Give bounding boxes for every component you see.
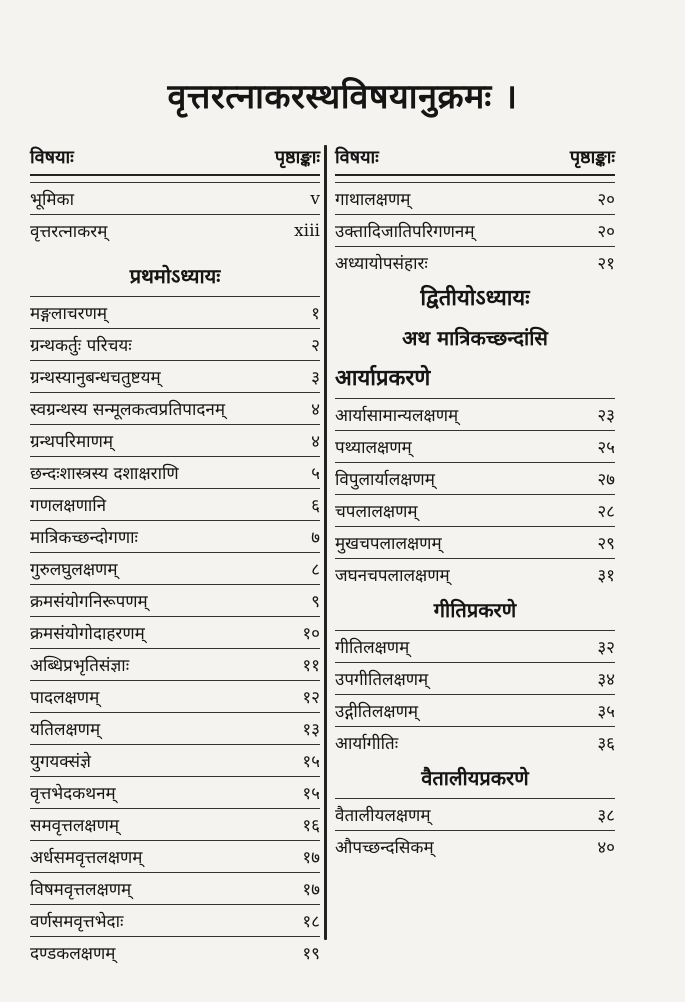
toc-row [335,526,615,558]
toc-entry-label: स्वग्रन्थस्य सन्मूलकत्वप्रतिपादनम् [30,400,225,420]
toc-entry-page: १५ [302,752,320,772]
chapter1-end-list [335,182,615,278]
toc-entry-label: उपगीतिलक्षणम् [335,670,429,690]
toc-row [30,712,320,744]
toc-entry-page: ३५ [597,702,615,722]
toc-entry-label: अध्यायोपसंहारः [335,254,428,274]
left-column [30,140,320,968]
column-header [335,140,615,174]
toc-row [335,630,615,662]
toc-row [30,360,320,392]
toc-row [30,872,320,904]
page-title: वृत्तरत्नाकरस्थविषयानुक्रमः । [167,77,518,117]
toc-entry-label: ग्रन्थस्यानुबन्धचतुष्टयम् [30,368,161,388]
toc-entry-label: औपच्छन्दसिकम् [335,838,434,858]
toc-row [30,616,320,648]
toc-entry-page: ३४ [597,670,615,690]
subject-header: विषयाः [30,147,74,168]
toc-entry-page: २९ [597,534,615,554]
toc-row [335,246,615,278]
vaitaliya-list [335,798,615,862]
toc-row [30,648,320,680]
toc-entry-page: ४ [311,400,320,420]
toc-entry-page: १२ [302,688,320,708]
toc-entry-label: विषमवृत्तलक्षणम् [30,880,132,900]
toc-row [335,830,615,862]
toc-entry-page: ४ [311,432,320,452]
toc-entry-label: दण्डकलक्षणम् [30,944,116,964]
toc-entry-label: उद्गीतिलक्षणम् [335,702,419,722]
toc-entry-label: गाथालक्षणम् [335,190,411,210]
toc-entry-page: ८ [311,560,320,580]
giti-list [335,630,615,758]
toc-entry-page: १८ [302,912,320,932]
toc-entry-label: युगयक्संज्ञे [30,752,91,772]
toc-entry-label: यतिलक्षणम् [30,720,101,740]
toc-row [30,214,320,246]
toc-entry-label: गणलक्षणानि [30,496,107,516]
toc-row [30,182,320,214]
toc-entry-page: ३२ [597,638,615,658]
toc-entry-page: १९ [302,944,320,964]
toc-entry-page: १५ [302,784,320,804]
toc-row [30,808,320,840]
toc-entry-label: मुखचपलालक्षणम् [335,534,442,554]
column-divider [324,145,327,940]
vaitaliya-heading: वैतालीयप्रकरणे [421,766,529,790]
toc-entry-page: ३६ [597,734,615,754]
toc-entry-label: विपुलार्यालक्षणम् [335,470,435,490]
toc-row [335,662,615,694]
toc-entry-page: २५ [597,438,615,458]
toc-row [30,904,320,936]
toc-entry-label: मात्रिकच्छन्दोगणाः [30,528,138,548]
intro-list [30,182,320,246]
toc-row [30,680,320,712]
toc-entry-label: पादलक्षणम् [30,688,100,708]
toc-entry-label: पथ्यालक्षणम् [335,438,412,458]
toc-entry-label: गुरुलघुलक्षणम् [30,560,118,580]
toc-entry-page: ७ [311,528,320,548]
header-rule [30,174,320,176]
toc-entry-page: १६ [302,816,320,836]
toc-entry-label: मङ्गलाचरणम् [30,304,108,324]
toc-row [30,296,320,328]
toc-row [30,936,320,968]
toc-row [335,558,615,590]
toc-entry-label: आर्यासामान्यलक्षणम् [335,406,459,426]
toc-entry-label: ग्रन्थकर्तुः परिचयः [30,336,132,356]
toc-row [30,840,320,872]
toc-entry-page: ६ [311,496,320,516]
subject-header: विषयाः [335,147,379,168]
toc-row [335,694,615,726]
toc-entry-label: वर्णसमवृत्तभेदाः [30,912,124,932]
toc-entry-page: v [310,188,320,209]
toc-row [335,494,615,526]
chapter1-heading: प्रथमोऽध्यायः [129,264,221,288]
toc-entry-page: १७ [302,880,320,900]
toc-entry-page: २८ [597,502,615,522]
toc-entry-page: २० [597,222,615,242]
toc-entry-page: ३ [311,368,320,388]
toc-entry-label: क्रमसंयोगोदाहरणम् [30,624,145,644]
toc-entry-label: वृत्तभेदकथनम् [30,784,116,804]
toc-entry-page: १७ [302,848,320,868]
page-header: पृष्ठाङ्काः [569,147,615,168]
toc-entry-page: ३१ [597,566,615,586]
toc-row [335,182,615,214]
toc-row [30,552,320,584]
toc-entry-page: २० [597,190,615,210]
toc-entry-label: वैतालीयलक्षणम् [335,806,431,826]
toc-entry-page: ११ [302,656,320,676]
giti-heading: गीतिप्रकरणे [433,598,517,622]
page-header: पृष्ठाङ्काः [274,147,320,168]
toc-row [335,430,615,462]
toc-entry-page: ४० [597,838,615,858]
toc-entry-page: ५ [311,464,320,484]
chapter1-list [30,296,320,968]
toc-row [335,398,615,430]
toc-entry-label: उक्तादिजातिपरिगणनम् [335,222,475,242]
toc-entry-label: आर्यागीतिः [335,734,399,754]
toc-entry-label: गीतिलक्षणम् [335,638,410,658]
column-header [30,140,320,174]
toc-row [30,424,320,456]
toc-row [30,744,320,776]
toc-entry-page: ९ [311,592,320,612]
toc-row [30,456,320,488]
toc-entry-page: ३८ [597,806,615,826]
chapter2-subheading: अथ मात्रिकच्छन्दांसि [402,326,548,350]
toc-entry-page: १० [302,624,320,644]
toc-row [335,462,615,494]
toc-row [30,776,320,808]
right-column [335,140,615,862]
toc-entry-label: ग्रन्थपरिमाणम् [30,432,114,452]
toc-entry-label: क्रमसंयोगनिरूपणम् [30,592,148,612]
toc-entry-page: १ [311,304,320,324]
arya-list [335,398,615,590]
toc-entry-label: समवृत्तलक्षणम् [30,816,120,836]
toc-row [335,798,615,830]
toc-entry-label: अब्धिप्रभृतिसंज्ञाः [30,656,130,676]
toc-row [30,584,320,616]
toc-entry-page: xiii [294,220,320,241]
toc-row [30,488,320,520]
arya-heading: आर्याप्रकरणे [335,365,431,391]
header-rule [335,174,615,176]
toc-entry-label: छन्दःशास्त्रस्य दशाक्षराणि [30,464,179,484]
toc-entry-label: चपलालक्षणम् [335,502,418,522]
toc-row [30,520,320,552]
toc-entry-page: २ [311,336,320,356]
chapter2-heading: द्वितीयोऽध्यायः [420,285,530,311]
toc-row [335,726,615,758]
toc-entry-label: भूमिका [30,190,74,210]
toc-entry-page: २३ [597,406,615,426]
toc-row [30,328,320,360]
toc-entry-label: वृत्तरत्नाकरम् [30,222,108,242]
toc-row [335,214,615,246]
toc-entry-page: २१ [597,254,615,274]
toc-row [30,392,320,424]
toc-entry-page: १३ [302,720,320,740]
toc-entry-label: जघनचपलालक्षणम् [335,566,450,586]
toc-entry-label: अर्धसमवृत्तलक्षणम् [30,848,143,868]
toc-entry-page: २७ [597,470,615,490]
